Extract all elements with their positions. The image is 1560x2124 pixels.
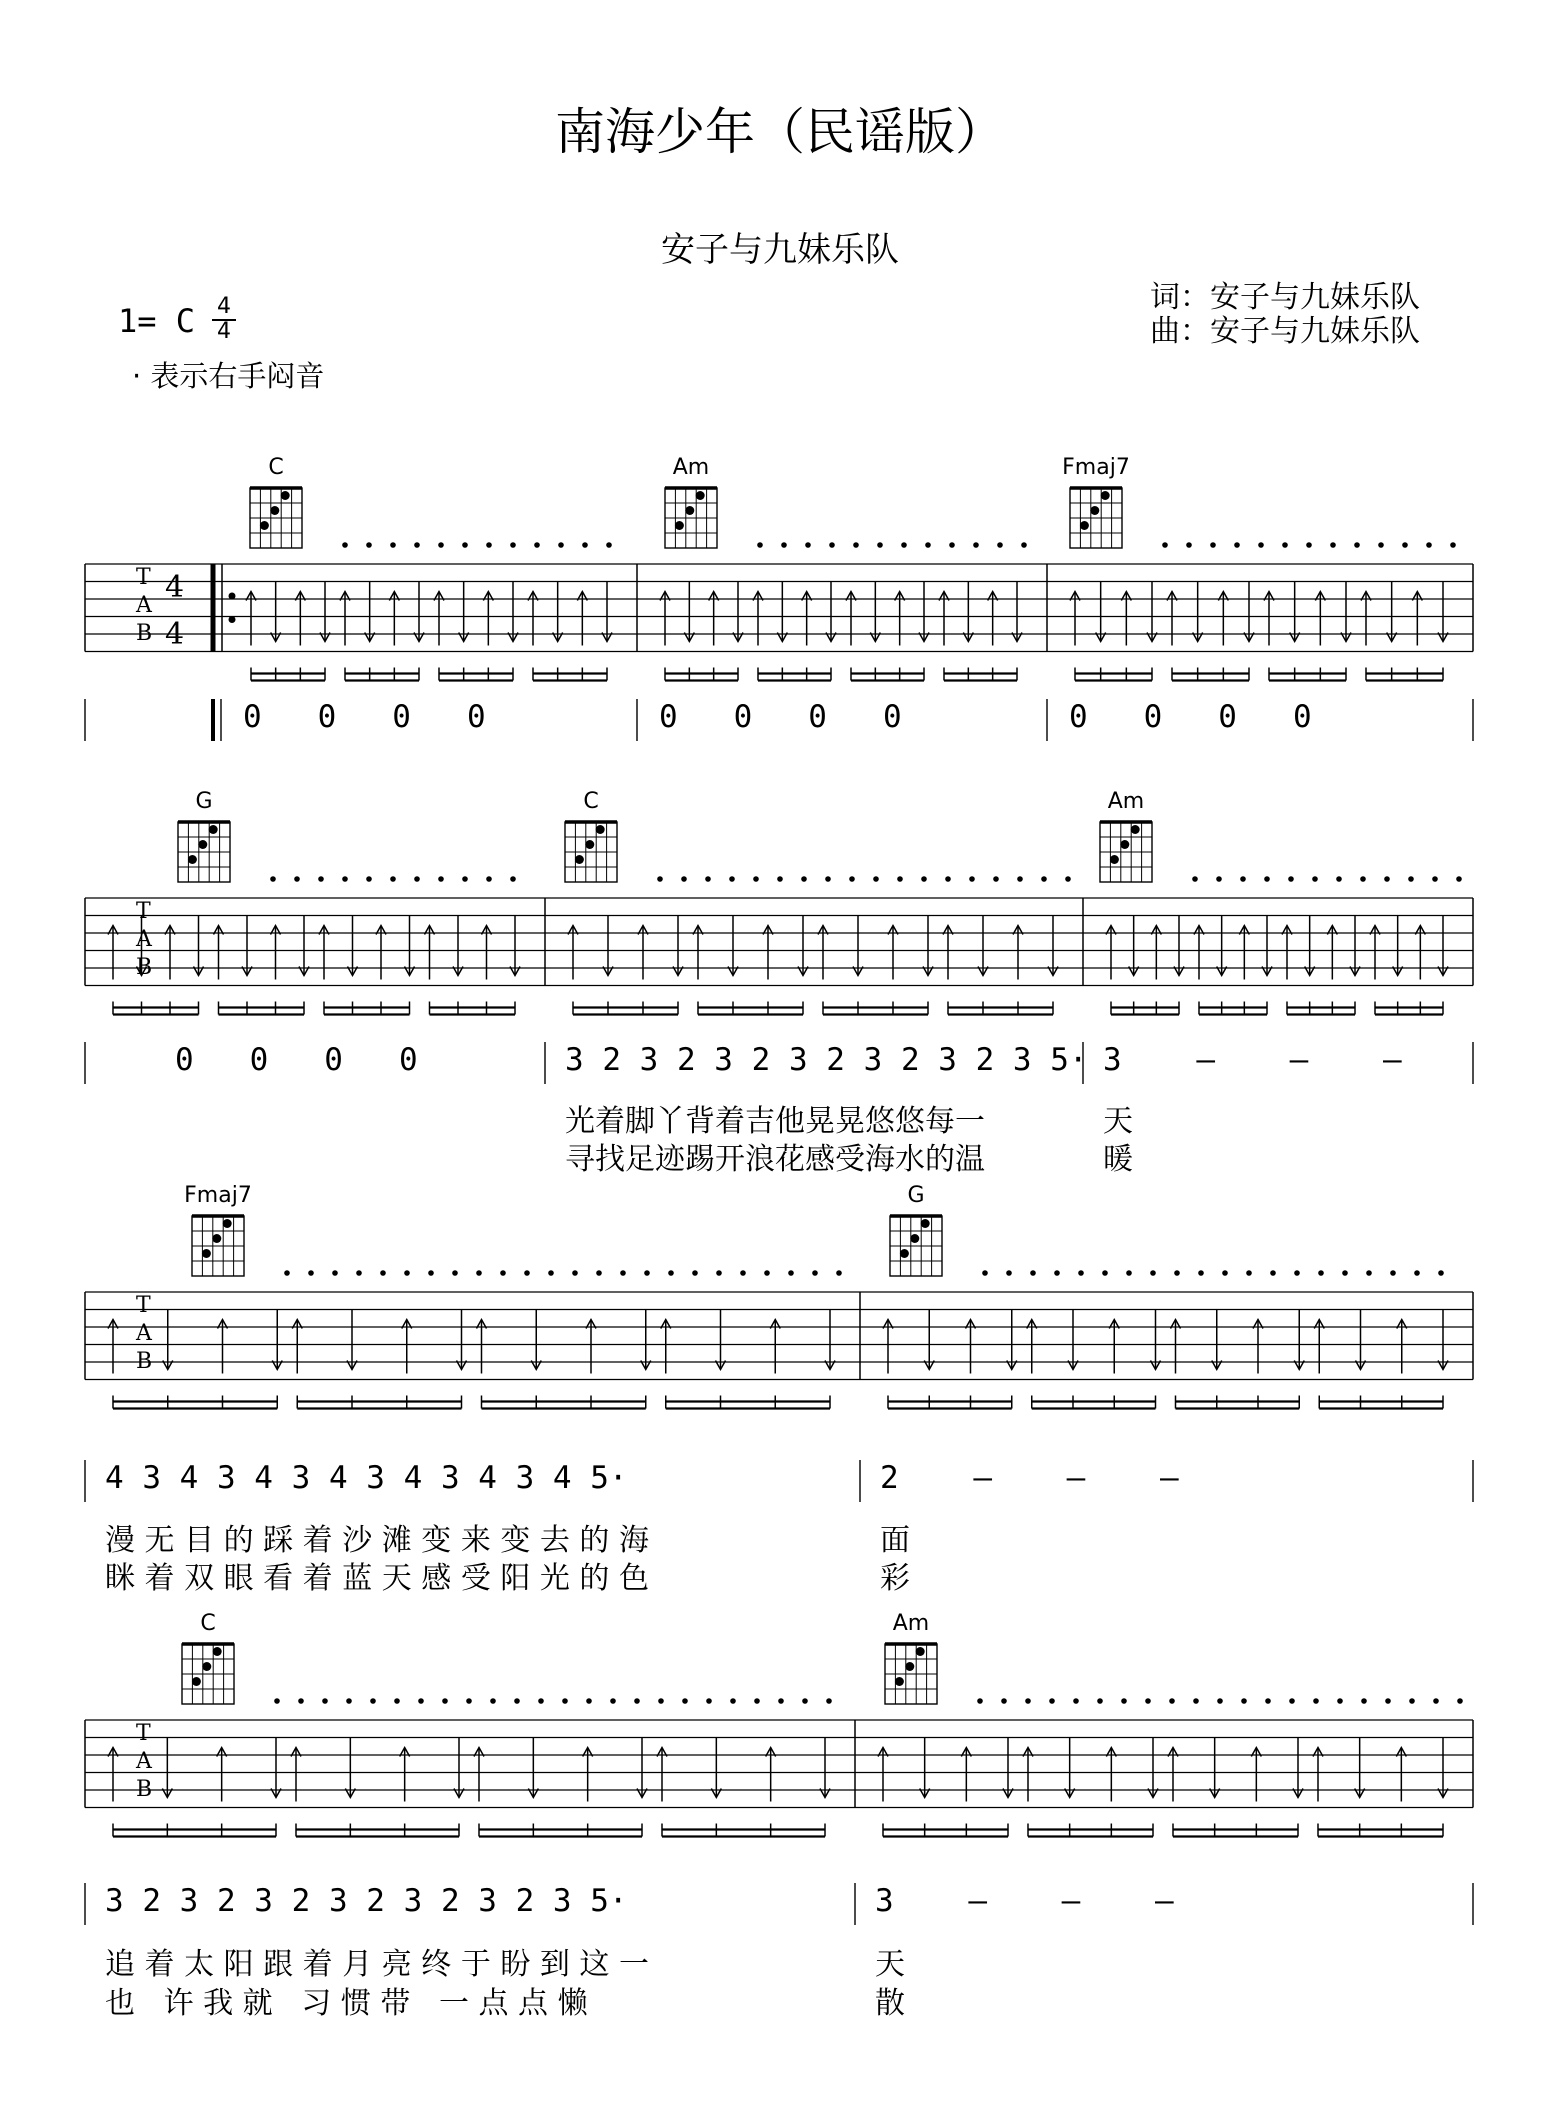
chord-finger-dot [685,506,694,515]
mute-dot [1102,1270,1108,1276]
chord-finger-dot [192,1677,201,1686]
mute-dot [1025,1698,1031,1704]
mute-dot [740,1270,746,1276]
mute-dot [462,876,468,882]
tab-clef-letter: B [136,1777,153,1802]
mute-dot [1361,1698,1367,1704]
mute-dot [897,876,903,882]
mute-dot [781,542,787,548]
composer-credit: 曲：安子与九妹乐队 [1150,314,1420,349]
mute-dot [610,1698,616,1704]
mute-dot [829,542,835,548]
mute-dot [356,1270,362,1276]
mute-dot [1306,542,1312,548]
mute-dot [753,876,759,882]
mute-dot [548,1270,554,1276]
mute-dot [486,876,492,882]
mute-dot [1354,542,1360,548]
chord-finger-dot [198,840,207,849]
mute-dot [1270,1270,1276,1276]
mute-dot [1065,876,1071,882]
mute-dot [729,876,735,882]
mute-dot [1041,876,1047,882]
numbered-notation: 3 – – – [875,1883,1174,1919]
mute-dot [486,542,492,548]
mute-dot [452,1270,458,1276]
mute-dot [1193,1698,1199,1704]
chord-finger-dot [188,855,197,864]
mute-dot [1078,1270,1084,1276]
mute-dot [682,1698,688,1704]
mute-dot [853,542,859,548]
mute-dot [596,1270,602,1276]
chord-finger-dot [596,825,605,834]
mute-dot [380,1270,386,1276]
chord-finger-dot [202,1249,211,1258]
mute-dot [1216,876,1222,882]
mute-dot [716,1270,722,1276]
mute-dot [836,1270,842,1276]
chord-finger-dot [213,1647,222,1656]
chord-finger-dot [905,1662,914,1671]
mute-dot [754,1698,760,1704]
mute-dot [1145,1698,1151,1704]
chord-finger-dot [1120,840,1129,849]
mute-dot [973,542,979,548]
mute-dot [945,876,951,882]
mute-dot [394,1698,400,1704]
mute-dot [1318,1270,1324,1276]
mute-dot [366,542,372,548]
mute-dot [1457,1698,1463,1704]
repeat-dot [229,616,236,623]
mute-dot [370,1698,376,1704]
tab-clef-letter: A [136,1321,152,1346]
time-signature-bottom: 4 [217,319,231,344]
mute-dot [1198,1270,1204,1276]
mute-dot [777,876,783,882]
chord-name: C [268,455,284,480]
numbered-notation: 0 0 0 0 [175,1042,418,1078]
mute-dot [1426,542,1432,548]
mute-dot [428,1270,434,1276]
mute-dot [1390,1270,1396,1276]
mute-dot [284,1270,290,1276]
mute-dot [1150,1270,1156,1276]
lyric-line: 也 许 我 就 习 惯 带 一 点 点 懒 [105,1986,588,2021]
mute-dot [1174,1270,1180,1276]
mute-dot [757,542,763,548]
artist-name: 安子与九妹乐队 [661,230,899,270]
mute-dot [1288,876,1294,882]
chord-finger-dot [575,855,584,864]
numbered-notation: 0 0 0 0 [243,699,486,735]
mute-dot [1402,542,1408,548]
mute-dot [1073,1698,1079,1704]
mute-dot [1414,1270,1420,1276]
mute-dot [1246,1270,1252,1276]
mute-dot [1265,1698,1271,1704]
mute-dot [764,1270,770,1276]
chord-finger-dot [921,1219,930,1228]
mute-dot [993,876,999,882]
mute-dot [657,876,663,882]
mute-dot [1258,542,1264,548]
chord-finger-dot [895,1677,904,1686]
mute-dot [802,1698,808,1704]
mute-dot [1054,1270,1060,1276]
mute-dot [681,876,687,882]
mute-dot [1186,542,1192,548]
mute-dot [1385,1698,1391,1704]
mute-dot [390,542,396,548]
mute-dot [826,1698,832,1704]
mute-dot [562,1698,568,1704]
numbered-notation: 0 0 0 0 [1069,699,1312,735]
lyric-line: 散 [875,1986,905,2021]
numbered-notation: 3 – – – [1103,1042,1402,1078]
mute-dot [466,1698,472,1704]
mute-dot [462,542,468,548]
mute-dot [572,1270,578,1276]
mute-dot [1097,1698,1103,1704]
tab-clef-letter: T [136,899,151,924]
chord-finger-dot [209,825,218,834]
chord-finger-dot [1080,521,1089,530]
chord-finger-dot [1110,855,1119,864]
lyric-line: 漫 无 目 的 踩 着 沙 滩 变 来 变 去 的 海 [105,1523,649,1558]
lyric-line: 天 [1103,1104,1133,1139]
mute-dot [634,1698,640,1704]
mute-dot [270,876,276,882]
mute-dot [1217,1698,1223,1704]
chord-finger-dot [1090,506,1099,515]
lyricist-credit: 词：安子与九妹乐队 [1150,280,1420,315]
mute-dot [1438,1270,1444,1276]
mute-dot [500,1270,506,1276]
mute-dot [668,1270,674,1276]
mute-dot [582,542,588,548]
chord-finger-dot [260,521,269,530]
chord-finger-dot [1131,825,1140,834]
mute-dot [1192,876,1198,882]
mute-dot [586,1698,592,1704]
mute-dot [1234,542,1240,548]
mute-dot [705,876,711,882]
mute-dot [318,876,324,882]
chord-finger-dot [212,1234,221,1243]
mute-dot [308,1270,314,1276]
mute-dot [1432,876,1438,882]
mute-dot [788,1270,794,1276]
mute-dot [1006,1270,1012,1276]
mute-dot [1312,876,1318,882]
chord-finger-dot [900,1249,909,1258]
mute-dot [342,876,348,882]
lyric-line: 光着脚丫背着吉他晃晃悠悠每一 [565,1104,985,1139]
mute-dot [644,1270,650,1276]
mute-dot [1336,876,1342,882]
mute-dot [342,542,348,548]
mute-dot [524,1270,530,1276]
mute-dot [692,1270,698,1276]
mute-dot [490,1698,496,1704]
chord-name: Am [1107,789,1145,814]
mute-dot [1408,876,1414,882]
mute-dot [322,1698,328,1704]
mute-dot [925,542,931,548]
lyric-line: 彩 [880,1561,910,1596]
mute-dot [1121,1698,1127,1704]
tab-clef-letter: B [136,955,153,980]
chord-finger-dot [916,1647,925,1656]
mute-dot [1450,542,1456,548]
mute-legend: · 表示右手闷音 [132,359,325,393]
mute-dot [1222,1270,1228,1276]
mute-dot [1282,542,1288,548]
mute-dot [801,876,807,882]
chord-name: Am [892,1611,930,1636]
mute-dot [1126,1270,1132,1276]
tab-clef-letter: A [136,593,152,618]
chord-name: Fmaj7 [184,1183,252,1208]
mute-dot [812,1270,818,1276]
mute-dot [538,1698,544,1704]
mute-dot [1294,1270,1300,1276]
tab-clef-letter: B [136,621,153,646]
tab-clef-letter: T [136,565,151,590]
lyric-line: 眯 着 双 眼 看 着 蓝 天 感 受 阳 光 的 色 [105,1561,649,1596]
numbered-notation: 3 2 3 2 3 2 3 2 3 2 3 2 3 5· [105,1883,628,1919]
mute-dot [294,876,300,882]
mute-dot [1433,1698,1439,1704]
chord-name: C [583,789,599,814]
mute-dot [390,876,396,882]
tab-clef-letter: A [136,927,152,952]
mute-dot [1241,1698,1247,1704]
repeat-dot [229,593,236,600]
chord-finger-dot [1101,491,1110,500]
chord-finger-dot [223,1219,232,1228]
mute-dot [476,1270,482,1276]
mute-dot [982,1270,988,1276]
mute-dot [1456,876,1462,882]
key-signature: 1= C [118,302,196,340]
lyric-line: 寻找足迹踢开浪花感受海水的温 [565,1142,985,1177]
chord-name: Am [672,455,710,480]
chord-name: G [907,1183,925,1208]
chord-name: C [200,1611,216,1636]
chord-finger-dot [270,506,279,515]
mute-dot [1384,876,1390,882]
lyric-line: 面 [880,1523,910,1558]
mute-dot [418,1698,424,1704]
mute-dot [438,542,444,548]
mute-dot [1360,876,1366,882]
mute-dot [1337,1698,1343,1704]
mute-dot [997,542,1003,548]
chord-name: G [195,789,213,814]
tab-clef-letter: B [136,1349,153,1374]
mute-dot [558,542,564,548]
chord-finger-dot [696,491,705,500]
mute-dot [969,876,975,882]
mute-dot [620,1270,626,1276]
mute-dot [778,1698,784,1704]
mute-dot [1330,542,1336,548]
mute-dot [877,542,883,548]
mute-dot [1409,1698,1415,1704]
mute-dot [849,876,855,882]
mute-dot [1366,1270,1372,1276]
lyric-line: 追 着 太 阳 跟 着 月 亮 终 于 盼 到 这 一 [105,1947,649,1982]
mute-dot [366,876,372,882]
mute-dot [1264,876,1270,882]
mute-dot [730,1698,736,1704]
mute-dot [438,876,444,882]
numbered-notation: 3 2 3 2 3 2 3 2 3 2 3 2 3 5· [565,1042,1088,1078]
mute-dot [534,542,540,548]
mute-dot [606,542,612,548]
mute-dot [1313,1698,1319,1704]
mute-dot [442,1698,448,1704]
time-signature-top: 4 [212,296,236,321]
numbered-notation: 2 – – – [880,1460,1179,1496]
mute-dot [825,876,831,882]
tab-clef-letter: T [136,1721,151,1746]
page-title: 南海少年（民谣版） [555,103,1005,161]
mute-dot [346,1698,352,1704]
tab-clef-letter: T [136,1293,151,1318]
mute-dot [332,1270,338,1276]
mute-dot [949,542,955,548]
mute-dot [977,1698,983,1704]
mute-dot [1162,542,1168,548]
mute-dot [1378,542,1384,548]
mute-dot [706,1698,712,1704]
mute-dot [1030,1270,1036,1276]
mute-dot [805,542,811,548]
lyric-line: 暖 [1103,1142,1133,1177]
mute-dot [404,1270,410,1276]
mute-dot [414,876,420,882]
mute-dot [1001,1698,1007,1704]
chord-finger-dot [281,491,290,500]
chord-finger-dot [910,1234,919,1243]
tab-clef-letter: A [136,1749,152,1774]
mute-dot [1240,876,1246,882]
mute-dot [1289,1698,1295,1704]
mute-dot [921,876,927,882]
mute-dot [873,876,879,882]
mute-dot [1021,542,1027,548]
tab-time-bottom: 4 [165,617,185,652]
numbered-notation: 0 0 0 0 [659,699,902,735]
chord-name: Fmaj7 [1062,455,1130,480]
mute-dot [1342,1270,1348,1276]
chord-finger-dot [585,840,594,849]
mute-dot [414,542,420,548]
mute-dot [514,1698,520,1704]
mute-dot [274,1698,280,1704]
mute-dot [1017,876,1023,882]
chord-finger-dot [675,521,684,530]
lyric-line: 天 [875,1947,905,1982]
chord-finger-dot [202,1662,211,1671]
mute-dot [658,1698,664,1704]
tab-time-top: 4 [165,570,185,605]
mute-dot [510,876,516,882]
mute-dot [1210,542,1216,548]
mute-dot [901,542,907,548]
mute-dot [1049,1698,1055,1704]
mute-dot [298,1698,304,1704]
mute-dot [510,542,516,548]
numbered-notation: 4 3 4 3 4 3 4 3 4 3 4 3 4 5· [105,1460,628,1496]
mute-dot [1169,1698,1175,1704]
